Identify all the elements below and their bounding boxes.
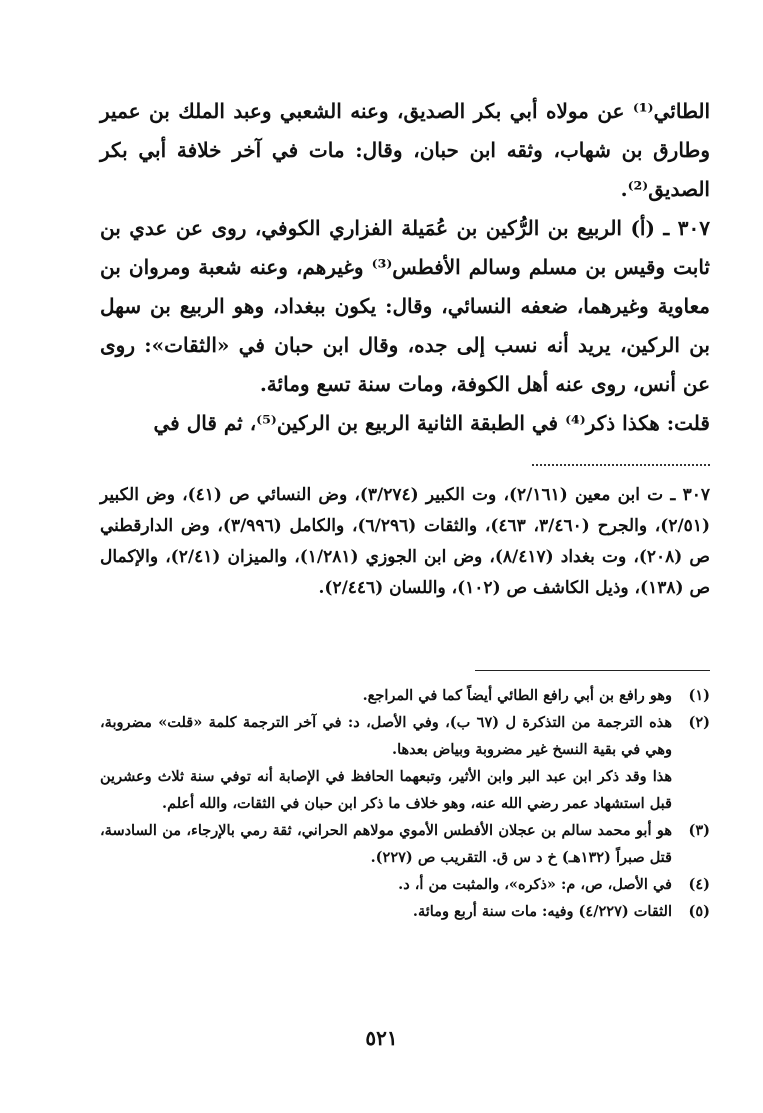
main-text — [100, 92, 710, 443]
footnote-number: (١) — [688, 687, 710, 704]
footnote-4 — [100, 871, 710, 898]
footnote-text: الثقات (٤/٢٢٧) وفيه: مات سنة أربع ومائة. — [412, 903, 672, 920]
footnote-number: (٣) — [688, 822, 710, 839]
footnote-text: وهو رافع بن أبي رافع الطائي أيضاً كما في المراجع. — [362, 687, 672, 704]
footnote-text: هذه الترجمة من التذكرة ل (٦٧ ب)، وفي الأصل، د: في آخر الترجمة كلمة «قلت» مضروبة، وهي في بقية النسخ غير مضروبة وبياض بعدها. — [100, 714, 672, 758]
footnote-body — [100, 871, 672, 898]
footnote-text: هذا وقد ذكر ابن عبد البر وابن الأثير، وتبعهما الحافظ في الإصابة أنه توفي سنة ثلاث وعشرين قبل استشهاد عمر رضي الله عنه، وهو خلاف ما ذكر ابن حبان في الثقات، والله أعلم. — [100, 768, 672, 812]
footnote-body — [100, 898, 672, 925]
footnote-1 — [100, 682, 710, 709]
page-number: ٥٢١ — [365, 1026, 398, 1050]
main-paragraph-3: قلت: هكذا ذكر⁽⁴⁾ في الطبقة الثانية الربيع بن الركين⁽⁵⁾، ثم قال في — [153, 411, 710, 435]
footnote-number: (٢) — [688, 714, 710, 731]
footnote-rule — [475, 670, 710, 671]
footnote-body — [100, 709, 672, 817]
footnote-2 — [100, 709, 710, 817]
sources-text: ٣٠٧ ـ ت ابن معين (٢/١٦١)، وت الكبير (٣/٢٧٤)، وض النسائي ص (٤١)، وض الكبير (٢/٥١)، والجرح (٣/٤٦٠، ٤٦٣)، والثقات (٦/٢٩٦)، والكامل (٣/٩٩٦)، وض الدارقطني ص (٢٠٨)، وت بغداد (٨/٤١٧)، وض ابن الجوزي (١/٢٨١)، والميزان (٢/٤١)، والإكمال ص (١٣٨)، وذيل الكاشف ص (١٠٢)، واللسان (٢/٤٤٦). — [100, 485, 710, 598]
main-paragraph-2 — [100, 209, 710, 404]
sources-block — [100, 480, 710, 604]
footnotes-block — [100, 682, 710, 925]
footnote-text: في الأصل، ص، م: «ذكره»، والمثبت من أ، د. — [398, 876, 672, 893]
entry-number: ٣٠٧ — [677, 216, 711, 240]
footnote-body — [100, 817, 672, 871]
entry-text: الربيع بن الرُّكين بن عُمَيلة الفزاري الكوفي، روى عن عدي بن ثابت وقيس بن مسلم وسالم الأفطس⁽³⁾ وغيرهم، وعنه شعبة ومروان بن معاوية وغيرهما، ضعفه النسائي، وقال: يكون ببغداد، وهو الربيع بن سهل بن الركين، يريد أنه نسب إلى جده، وقال ابن حبان في «الثقات»: روى عن أنس، روى عنه أهل الكوفة، ومات سنة تسع ومائة. — [100, 216, 710, 396]
dotted-separator — [532, 460, 710, 466]
footnote-number: (٤) — [688, 876, 710, 893]
entry-marker: ـ (أ) — [630, 216, 670, 240]
main-paragraph-1: الطائي⁽¹⁾ عن مولاه أبي بكر الصديق، وعنه الشعبي وعبد الملك بن عمير وطارق بن شهاب، وثقه ابن حبان، وقال: مات في آخر خلافة أبي بكر الصديق⁽²⁾. — [100, 99, 710, 201]
footnote-3 — [100, 817, 710, 871]
footnote-body — [100, 682, 672, 709]
footnote-number: (٥) — [688, 903, 710, 920]
footnote-text: هو أبو محمد سالم بن عجلان الأفطس الأموي مولاهم الحراني، ثقة رمي بالإرجاء، من السادسة، قتل صبراً (١٣٢هـ) خ د س ق. التقريب ص (٢٢٧). — [100, 822, 672, 866]
footnote-5 — [100, 898, 710, 925]
